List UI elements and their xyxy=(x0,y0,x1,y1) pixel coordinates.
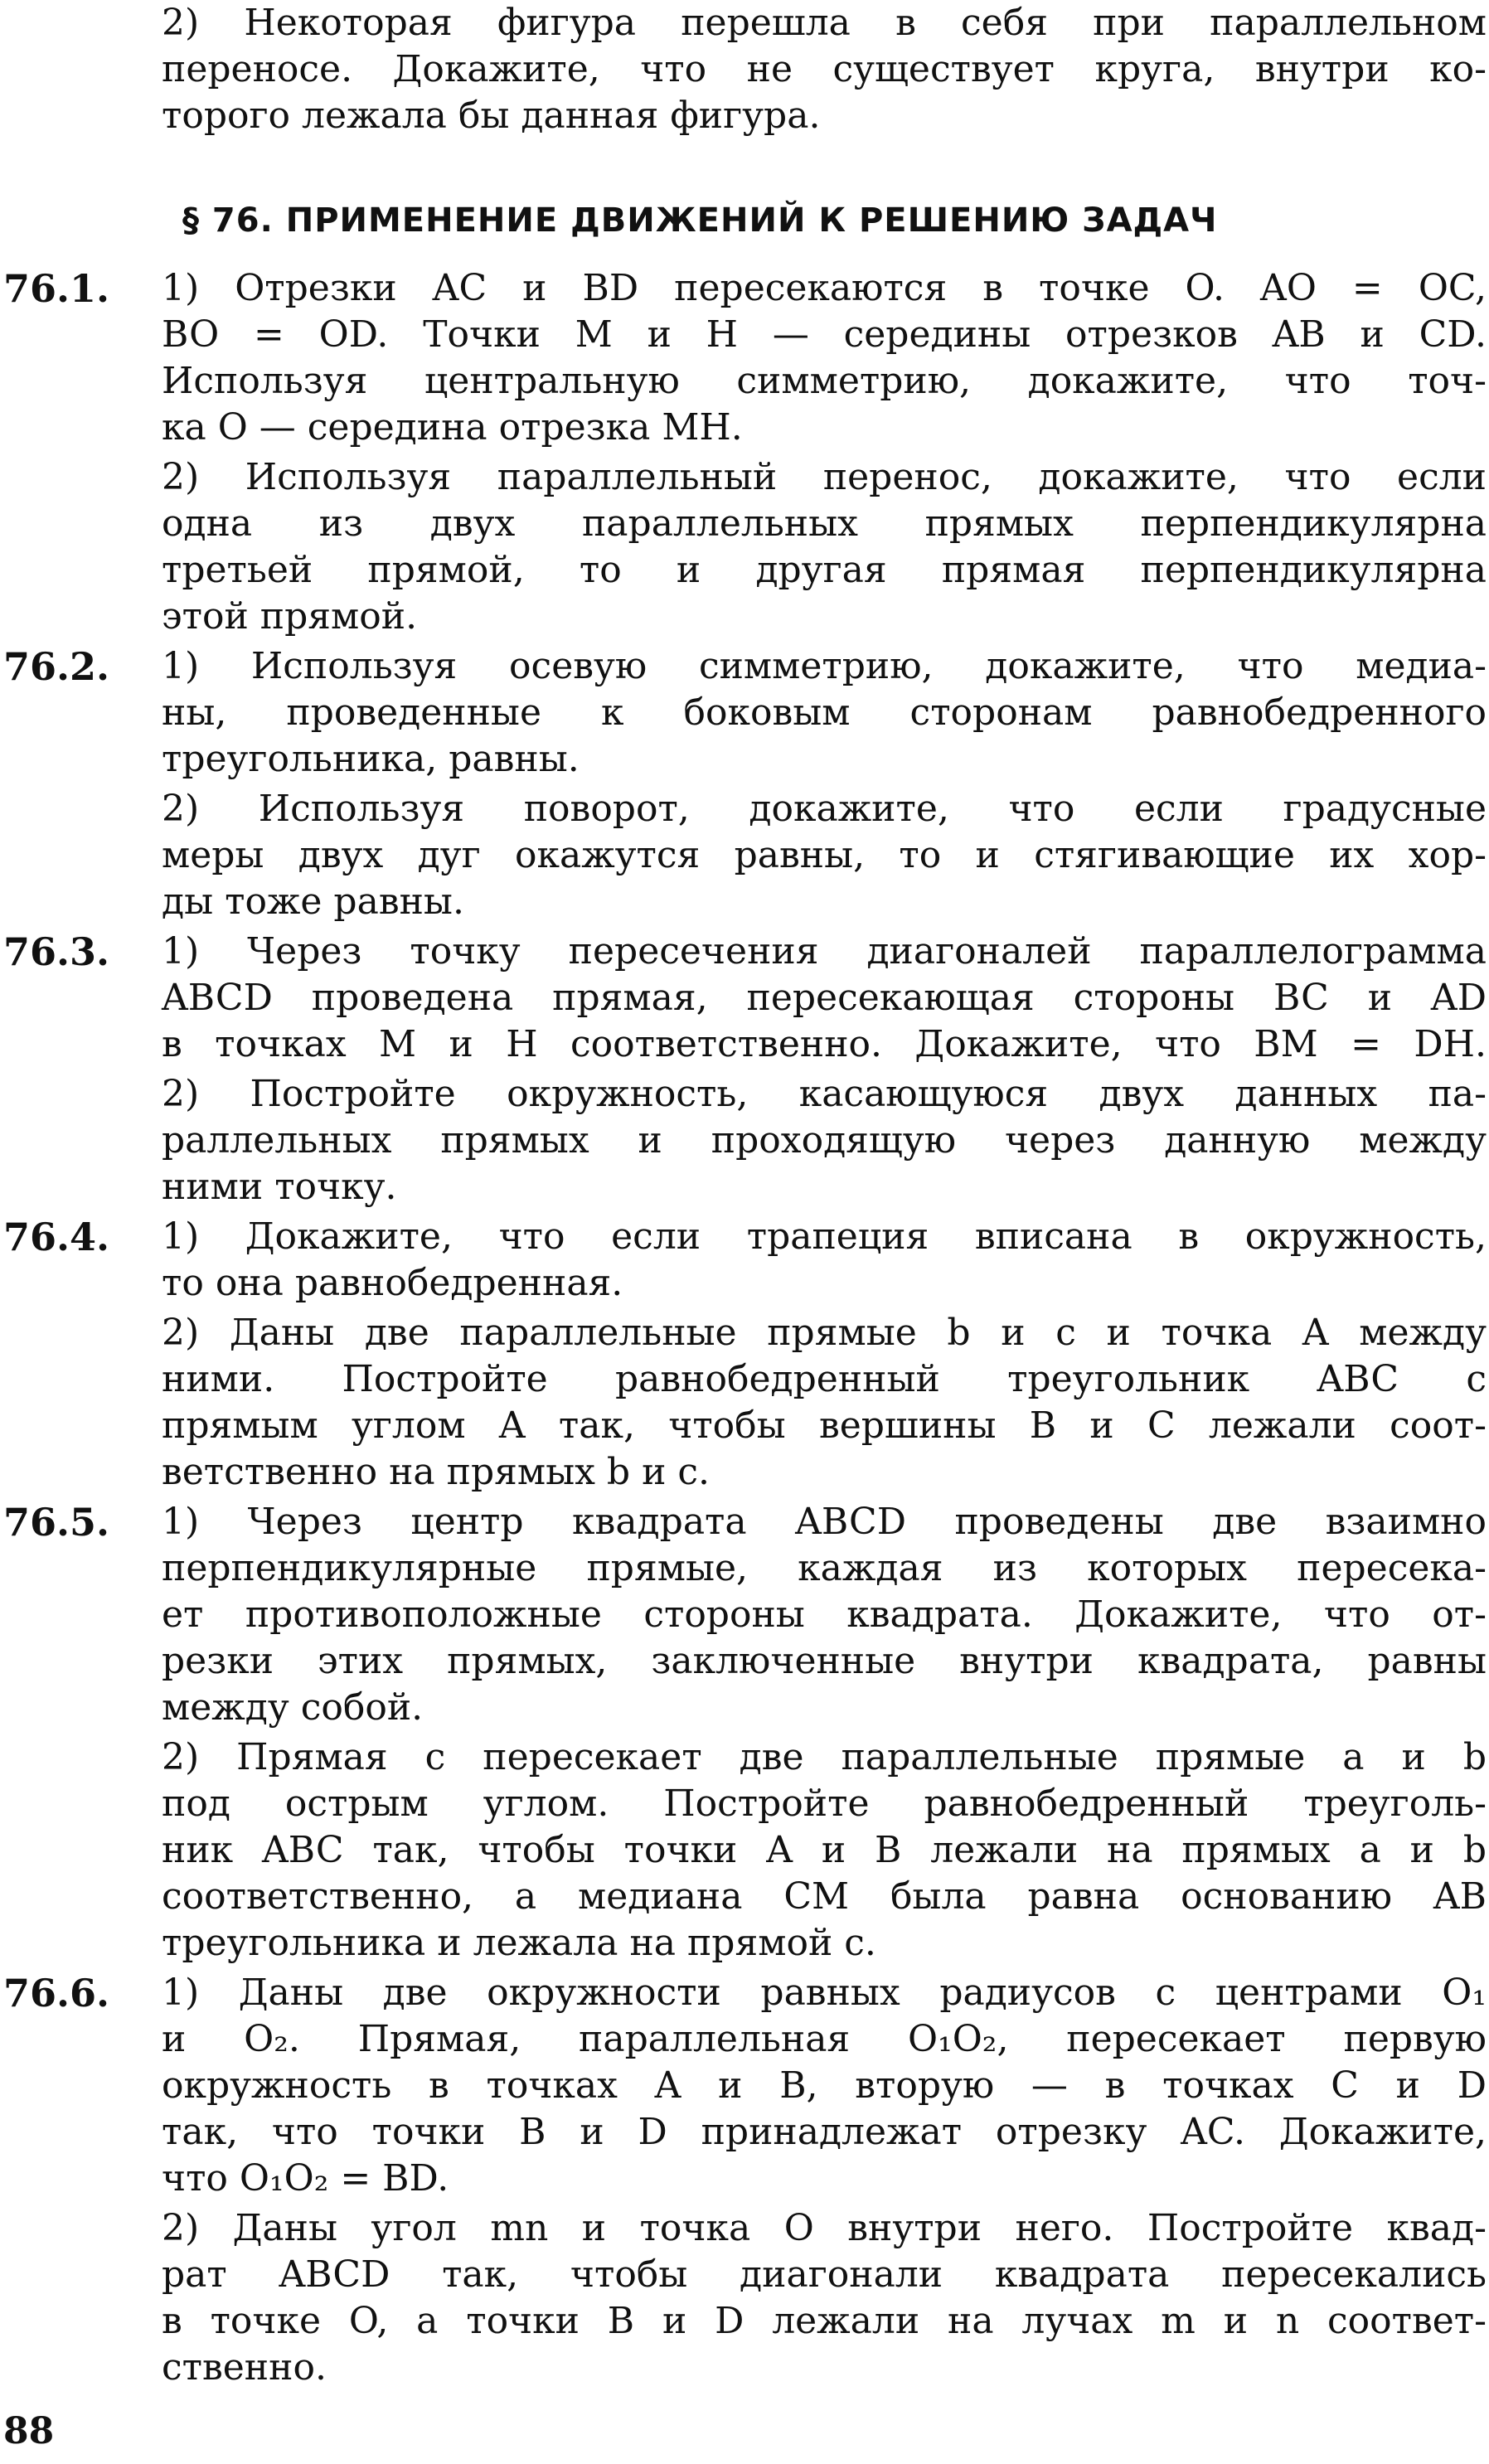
problem-line: ник ABC так, чтобы точки A и B лежали на прямых a и b xyxy=(162,1829,1487,1871)
problem-number: 76.3. xyxy=(3,929,110,974)
problem-line: 2) Используя параллельный перенос, докажите, что если xyxy=(162,456,1487,498)
problem-line: ABCD проведена прямая, пересекающая стороны BC и AD xyxy=(162,977,1487,1019)
problem-line: окружность в точках A и B, вторую — в точках C и D xyxy=(162,2064,1487,2107)
problem-line: между собой. xyxy=(162,1686,424,1729)
problem-line: 1) Отрезки AC и BD пересекаются в точке O. AO = OC, xyxy=(162,267,1487,309)
problem-line: 1) Даны две окружности равных радиусов с центрами O₁ xyxy=(162,1972,1487,2014)
problem-line: перпендикулярные прямые, каждая из которых пересека- xyxy=(162,1547,1487,1589)
problem-line: 2) Даны угол mn и точка O внутри него. Постройте квад- xyxy=(162,2207,1487,2249)
problem-line: Используя центральную симметрию, докажите, что точ- xyxy=(162,360,1487,402)
problem-line: 1) Используя осевую симметрию, докажите, что медиа- xyxy=(162,645,1487,687)
problem-line: 1) Через точку пересечения диагоналей параллелограмма xyxy=(162,930,1487,973)
problem-line: 1) Докажите, что если трапеция вписана в окружность, xyxy=(162,1215,1487,1258)
intro-line: переносе. Докажите, что не существует круга, внутри ко- xyxy=(162,48,1487,90)
problem-line: под острым углом. Постройте равнобедренный треуголь- xyxy=(162,1783,1487,1825)
problem-line: ними точку. xyxy=(162,1166,397,1208)
problem-line: соответственно, а медиана CM была равна основанию AB xyxy=(162,1875,1487,1918)
problem-line: ды тоже равны. xyxy=(162,880,464,923)
problem-line: 2) Даны две параллельные прямые b и c и точка A между xyxy=(162,1312,1487,1354)
problem-line: одна из двух параллельных прямых перпендикулярна xyxy=(162,502,1487,545)
problem-line: рат ABCD так, чтобы диагонали квадрата пересекались xyxy=(162,2253,1487,2296)
problem-line: в точках M и H соответственно. Докажите, что BM = DH. xyxy=(162,1023,1487,1065)
problem-line: в точке O, а точки B и D лежали на лучах m и n соответ- xyxy=(162,2300,1487,2342)
problem-line: и O₂. Прямая, параллельная O₁O₂, пересекает первую xyxy=(162,2018,1487,2060)
problem-number: 76.4. xyxy=(3,1215,110,1259)
problem-line: третьей прямой, то и другая прямая перпендикулярна xyxy=(162,549,1487,591)
section-title: § 76. ПРИМЕНЕНИЕ ДВИЖЕНИЙ К РЕШЕНИЮ ЗАДАЧ xyxy=(182,201,1218,240)
problem-line: 2) Используя поворот, докажите, что если градусные xyxy=(162,788,1487,830)
problem-line: раллельных прямых и проходящую через данную между xyxy=(162,1119,1487,1162)
problem-line: 2) Постройте окружность, касающуюся двух данных па- xyxy=(162,1073,1487,1115)
problem-line: то она равнобедренная. xyxy=(162,1262,623,1304)
problem-line: ны, проведенные к боковым сторонам равнобедренного xyxy=(162,691,1487,734)
problem-number: 76.6. xyxy=(3,1971,110,2015)
problem-line: меры двух дуг окажутся равны, то и стягивающие их хор- xyxy=(162,834,1487,876)
problem-line: что O₁O₂ = BD. xyxy=(162,2157,449,2200)
problem-number: 76.1. xyxy=(3,266,110,311)
problem-line: ветственно на прямых b и c. xyxy=(162,1451,711,1493)
intro-line: торого лежала бы данная фигура. xyxy=(162,95,821,137)
problem-line: ними. Постройте равнобедренный треугольник ABC с xyxy=(162,1358,1487,1400)
page-number: 88 xyxy=(3,2410,55,2452)
problem-line: этой прямой. xyxy=(162,595,418,638)
problem-line: 2) Прямая c пересекает две параллельные прямые a и b xyxy=(162,1736,1487,1778)
problem-number: 76.2. xyxy=(3,644,110,689)
problem-line: треугольника, равны. xyxy=(162,738,580,780)
problem-line: треугольника и лежала на прямой c. xyxy=(162,1922,876,1964)
intro-line: 2) Некоторая фигура перешла в себя при параллельном xyxy=(162,2,1487,44)
problem-line: ка O — середина отрезка MH. xyxy=(162,406,743,449)
problem-line: ет противоположные стороны квадрата. Докажите, что от- xyxy=(162,1593,1487,1636)
problem-line: 1) Через центр квадрата ABCD проведены две взаимно xyxy=(162,1501,1487,1543)
problem-number: 76.5. xyxy=(3,1500,110,1545)
problem-line: BO = OD. Точки M и H — середины отрезков AB и CD. xyxy=(162,313,1487,356)
problem-line: прямым углом A так, чтобы вершины B и C лежали соот- xyxy=(162,1404,1487,1447)
problem-line: так, что точки B и D принадлежат отрезку AC. Докажите, xyxy=(162,2111,1487,2153)
problem-line: ственно. xyxy=(162,2346,327,2389)
problem-line: резки этих прямых, заключенные внутри квадрата, равны xyxy=(162,1640,1487,1682)
